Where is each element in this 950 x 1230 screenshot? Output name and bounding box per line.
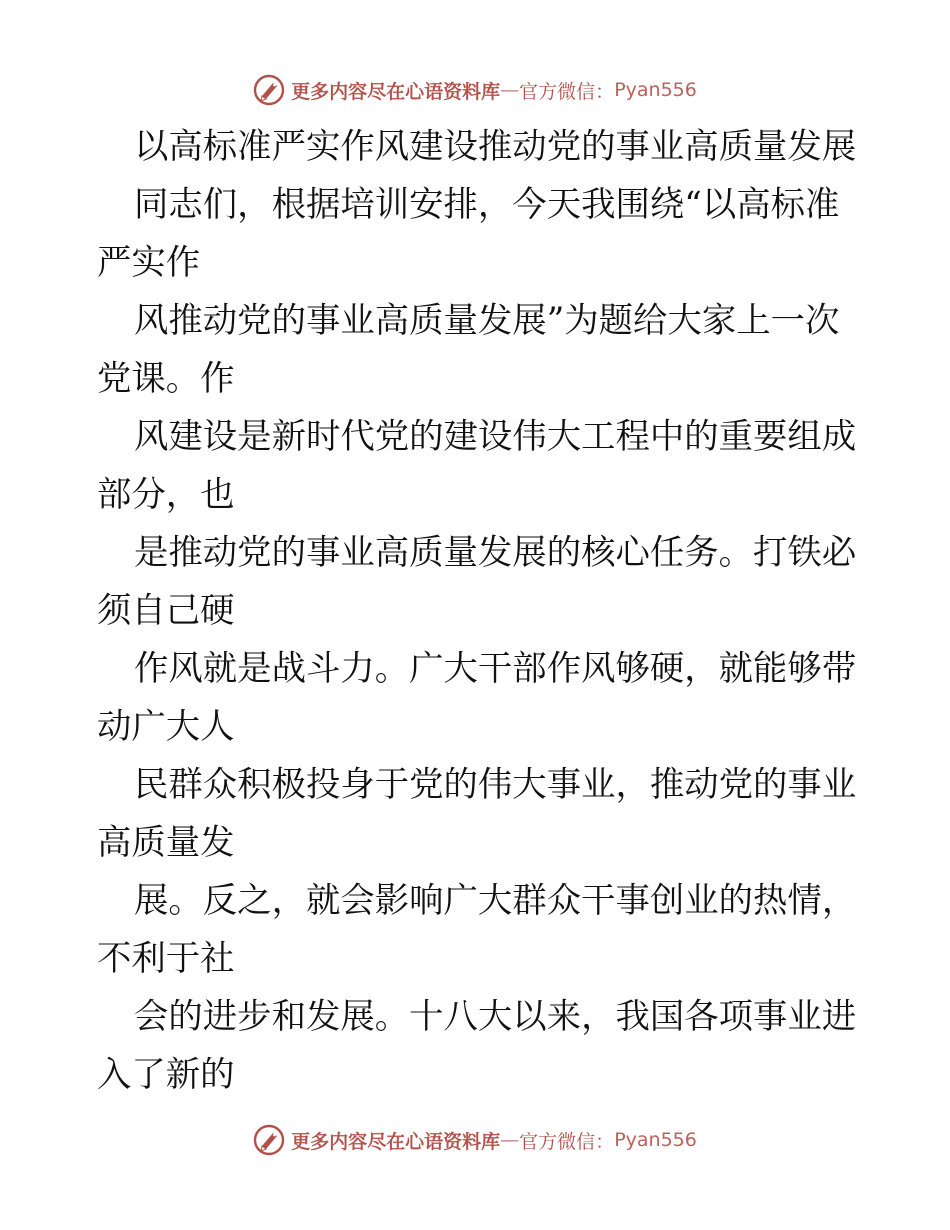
text-line: 党课。作 xyxy=(97,359,235,399)
document-title: 以高标准严实作风建设推动党的事业高质量发展 xyxy=(134,127,857,167)
banner-separator: — xyxy=(500,1129,520,1151)
document-body xyxy=(97,118,857,1104)
banner-separator: — xyxy=(500,79,520,101)
text-line: 是推动党的事业高质量发展的核心任务。打铁必 xyxy=(134,533,857,573)
footer-banner xyxy=(0,1120,950,1160)
banner-wechat-id: Pyan556 xyxy=(614,79,697,101)
banner-wechat-label: 官方微信： xyxy=(519,1130,615,1153)
header-banner xyxy=(0,70,950,110)
pen-logo-icon xyxy=(253,1124,285,1156)
text-line: 展。反之，就会影响广大群众干事创业的热情， xyxy=(134,881,857,921)
text-line: 风建设是新时代党的建设伟大工程中的重要组成 xyxy=(134,417,857,457)
banner-title: 更多内容尽在心语资料库 xyxy=(291,80,501,103)
pen-logo-icon xyxy=(253,74,285,106)
text-line: 入了新的 xyxy=(97,1055,235,1095)
text-line: 不利于社 xyxy=(97,939,235,979)
text-line: 高质量发 xyxy=(97,823,235,863)
text-line: 同志们，根据培训安排，今天我围绕“以高标准 xyxy=(134,185,840,225)
text-line: 民群众积极投身于党的伟大事业，推动党的事业 xyxy=(134,765,857,805)
text-line: 部分，也 xyxy=(97,475,235,515)
banner-title: 更多内容尽在心语资料库 xyxy=(291,1130,501,1153)
text-line: 动广大人 xyxy=(97,707,235,747)
banner-wechat-id: Pyan556 xyxy=(614,1129,697,1151)
text-line: 风推动党的事业高质量发展”为题给大家上一次 xyxy=(134,301,840,341)
text-line: 严实作 xyxy=(97,243,201,283)
banner-wechat-label: 官方微信： xyxy=(519,80,615,103)
text-line: 作风就是战斗力。广大干部作风够硬，就能够带 xyxy=(134,649,857,689)
text-line: 会的进步和发展。十八大以来，我国各项事业进 xyxy=(134,997,857,1037)
text-line: 须自己硬 xyxy=(97,591,235,631)
